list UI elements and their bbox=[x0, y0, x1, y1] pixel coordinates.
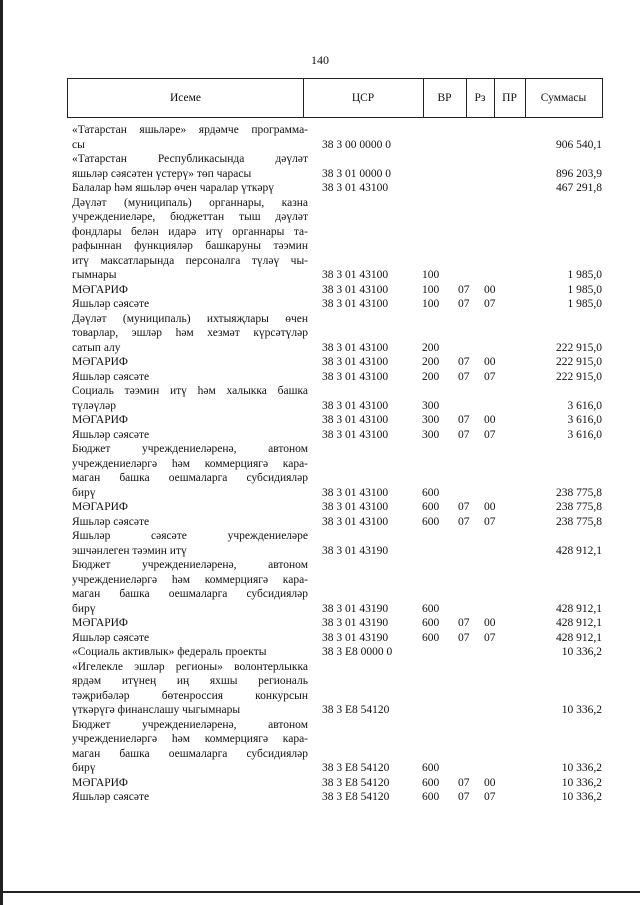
row-pr: 00 bbox=[484, 776, 496, 789]
description-line: Яшьләр сәясәте bbox=[72, 515, 150, 528]
row-csr: 38 3 E8 54120 bbox=[322, 776, 390, 789]
header-name: Исеме bbox=[68, 79, 304, 117]
header-pr: ПР bbox=[494, 79, 526, 117]
table-row bbox=[72, 515, 602, 530]
description-line: түләүләр bbox=[72, 399, 116, 412]
table-row bbox=[72, 776, 602, 791]
row-rz: 07 bbox=[458, 791, 470, 803]
row-vr: 600 bbox=[422, 602, 440, 615]
row-pr: 07 bbox=[484, 515, 496, 528]
row-sum: 1 985,0 bbox=[567, 298, 602, 310]
description-line: тәҗрибәләр бөтенроссия конкурсын bbox=[72, 689, 308, 702]
table-row bbox=[72, 631, 602, 646]
row-vr: 100 bbox=[422, 283, 440, 296]
table-row bbox=[72, 297, 602, 312]
row-sum: 10 336,2 bbox=[561, 762, 602, 774]
description-line: товарлар, эшләр һәм хезмәт күрсәтүләр bbox=[72, 327, 308, 339]
row-vr: 300 bbox=[422, 428, 440, 441]
description-line: учреждениеләргә һәм коммерциягә кара- bbox=[72, 733, 308, 745]
table-row bbox=[72, 442, 602, 500]
row-rz: 07 bbox=[458, 370, 470, 383]
row-pr: 00 bbox=[484, 356, 496, 368]
row-csr: 38 3 01 43100 bbox=[322, 283, 389, 296]
row-description bbox=[72, 196, 308, 283]
row-csr: 38 3 01 43100 bbox=[322, 298, 389, 310]
row-vr: 600 bbox=[422, 791, 440, 803]
table-row bbox=[72, 660, 602, 718]
row-csr: 38 3 01 43100 bbox=[322, 501, 389, 513]
row-pr: 00 bbox=[484, 617, 496, 629]
description-line: учреждениеләргә һәм коммерциягә кара- bbox=[72, 573, 308, 586]
row-description bbox=[72, 776, 308, 791]
description-line: рафыннан функцияләр башкаруны тәэмин bbox=[72, 240, 308, 252]
row-sum: 428 912,1 bbox=[556, 544, 602, 557]
row-pr: 07 bbox=[484, 370, 496, 383]
row-description bbox=[72, 181, 308, 196]
description-line: МӘГАРИФ bbox=[72, 283, 129, 296]
row-sum: 428 912,1 bbox=[556, 631, 602, 644]
description-line: Яшьләр сәясәте bbox=[72, 791, 150, 803]
table-row bbox=[72, 123, 602, 152]
description-line: МӘГАРИФ bbox=[72, 617, 129, 629]
description-line: «Социаль активлык» федераль проекты bbox=[72, 646, 267, 658]
table-row bbox=[72, 718, 602, 776]
row-sum: 10 336,2 bbox=[561, 704, 602, 716]
table-row bbox=[72, 428, 602, 443]
row-sum: 222 915,0 bbox=[556, 356, 602, 368]
row-vr: 100 bbox=[422, 298, 440, 310]
table-row bbox=[72, 181, 602, 196]
row-vr: 600 bbox=[422, 501, 440, 513]
description-line: маган башка оешмаларга субсидияләр bbox=[72, 588, 308, 600]
row-sum: 3 616,0 bbox=[567, 428, 602, 441]
row-csr: 38 3 01 43100 bbox=[322, 414, 389, 426]
table-row bbox=[72, 413, 602, 428]
description-line: Дәүләт (муниципаль) ихтыяҗлары өчен bbox=[72, 312, 308, 325]
row-description bbox=[72, 297, 308, 312]
description-line: маган башка оешмаларга субсидияләр bbox=[72, 472, 308, 484]
description-line: Яшьләр сәясәте bbox=[72, 631, 150, 644]
description-line: учреждениеләре, бюджеттан тыш дәүләт bbox=[72, 211, 308, 223]
row-sum: 906 540,1 bbox=[556, 138, 602, 151]
row-pr: 00 bbox=[484, 283, 496, 296]
description-line: МӘГАРИФ bbox=[72, 776, 129, 789]
description-line: Социаль тәэмин итү һәм халыкка башка bbox=[72, 385, 308, 397]
row-csr: 38 3 E8 54120 bbox=[322, 704, 390, 716]
table-row bbox=[72, 152, 602, 181]
description-line: Балалар һәм яшьләр өчен чаралар үткәрү bbox=[72, 182, 275, 194]
row-vr: 600 bbox=[422, 762, 440, 774]
description-line: учреждениеләргә һәм коммерциягә кара- bbox=[72, 457, 308, 470]
description-line: сы bbox=[72, 138, 85, 151]
row-csr: 38 3 01 43190 bbox=[322, 602, 389, 615]
row-description bbox=[72, 152, 308, 181]
description-line: Бюджет учреждениеләренә, автоном bbox=[72, 443, 308, 455]
row-csr: 38 3 01 43100 bbox=[322, 182, 389, 194]
row-rz: 07 bbox=[458, 356, 470, 368]
description-line: Яшьләр сәясәте учреждениеләре bbox=[72, 530, 308, 542]
row-sum: 10 336,2 bbox=[561, 776, 602, 789]
row-rz: 07 bbox=[458, 631, 470, 644]
scan-bottom-edge bbox=[0, 891, 640, 893]
description-line: бирү bbox=[72, 602, 96, 615]
description-line: МӘГАРИФ bbox=[72, 501, 129, 513]
description-line: Яшьләр сәясәте bbox=[72, 370, 150, 383]
description-line: Бюджет учреждениеләренә, автоном bbox=[72, 559, 308, 571]
scan-left-edge bbox=[0, 0, 3, 905]
header-sum: Суммасы bbox=[540, 92, 587, 104]
description-line: Бюджет учреждениеләренә, автоном bbox=[72, 718, 308, 731]
row-vr: 600 bbox=[422, 631, 440, 644]
row-vr: 300 bbox=[422, 399, 440, 412]
description-line: итү максатларында персоналга түләү чы- bbox=[72, 254, 308, 267]
row-description bbox=[72, 631, 308, 646]
row-description bbox=[72, 384, 308, 413]
description-line: бирү bbox=[72, 762, 96, 774]
table-row bbox=[72, 529, 602, 558]
row-rz: 07 bbox=[458, 617, 470, 629]
description-line: Яшьләр сәясәте bbox=[72, 298, 150, 310]
row-csr: 38 3 E8 54120 bbox=[322, 762, 390, 774]
row-vr: 600 bbox=[422, 617, 440, 629]
row-description bbox=[72, 790, 308, 805]
row-description bbox=[72, 718, 308, 776]
row-sum: 1 985,0 bbox=[567, 269, 602, 281]
row-csr: 38 3 E8 0000 0 bbox=[322, 646, 393, 658]
table-row bbox=[72, 196, 602, 283]
row-csr: 38 3 01 43100 bbox=[322, 399, 389, 412]
table-header bbox=[67, 78, 603, 118]
row-rz: 07 bbox=[458, 283, 470, 296]
row-vr: 600 bbox=[422, 515, 440, 528]
row-vr: 300 bbox=[422, 414, 440, 426]
row-pr: 00 bbox=[484, 414, 496, 426]
row-sum: 428 912,1 bbox=[556, 617, 602, 629]
description-line: үткәрүгә финанслашу чыгымнары bbox=[72, 704, 241, 716]
row-description bbox=[72, 660, 308, 718]
row-sum: 3 616,0 bbox=[567, 414, 602, 426]
row-vr: 200 bbox=[422, 370, 440, 383]
row-sum: 10 336,2 bbox=[561, 646, 602, 658]
row-pr: 07 bbox=[484, 428, 496, 441]
row-sum: 10 336,2 bbox=[561, 791, 602, 803]
description-line: маган башка оешмаларга субсидияләр bbox=[72, 747, 308, 760]
table-row bbox=[72, 790, 602, 805]
row-rz: 07 bbox=[458, 515, 470, 528]
row-rz: 07 bbox=[458, 501, 470, 513]
row-description bbox=[72, 500, 308, 515]
description-line: Яшьләр сәясәте bbox=[72, 428, 150, 441]
row-pr: 07 bbox=[484, 791, 496, 803]
description-line: яшьләр сәясәтен үстерү» төп чарасы bbox=[72, 167, 252, 180]
row-csr: 38 3 01 43100 bbox=[322, 486, 389, 499]
row-sum: 222 915,0 bbox=[556, 370, 602, 383]
row-csr: 38 3 00 0000 0 bbox=[322, 138, 391, 151]
description-line: ярдәм итүнең иң яхшы региональ bbox=[72, 675, 308, 687]
row-description bbox=[72, 312, 308, 356]
description-line: эшчәнлеген тәэмин итү bbox=[72, 544, 187, 557]
description-line: МӘГАРИФ bbox=[72, 356, 129, 368]
description-line: Дәүләт (муниципаль) органнары, казна bbox=[72, 196, 308, 209]
table-body bbox=[72, 123, 602, 805]
row-csr: 38 3 01 43100 bbox=[322, 269, 389, 281]
table-row bbox=[72, 283, 602, 298]
row-description bbox=[72, 428, 308, 443]
row-pr: 07 bbox=[484, 631, 496, 644]
row-sum: 3 616,0 bbox=[567, 399, 602, 412]
table-row bbox=[72, 645, 602, 660]
table-row bbox=[72, 355, 602, 370]
description-line: «Татарстан яшьләре» ярдәмче программа- bbox=[72, 124, 308, 136]
row-csr: 38 3 E8 54120 bbox=[322, 791, 390, 803]
table-row bbox=[72, 384, 602, 413]
row-csr: 38 3 01 43100 bbox=[322, 356, 389, 368]
table-row bbox=[72, 312, 602, 356]
row-pr: 00 bbox=[484, 501, 496, 513]
row-sum: 896 203,9 bbox=[556, 167, 602, 180]
row-description bbox=[72, 283, 308, 298]
row-pr: 07 bbox=[484, 298, 496, 310]
row-csr: 38 3 01 0000 0 bbox=[322, 167, 391, 180]
row-csr: 38 3 01 43100 bbox=[322, 515, 389, 528]
row-sum: 1 985,0 bbox=[567, 283, 602, 296]
row-csr: 38 3 01 43190 bbox=[322, 617, 389, 629]
row-vr: 600 bbox=[422, 486, 440, 499]
row-rz: 07 bbox=[458, 776, 470, 789]
row-csr: 38 3 01 43100 bbox=[322, 428, 389, 441]
row-vr: 200 bbox=[422, 356, 440, 368]
table-row bbox=[72, 558, 602, 616]
row-rz: 07 bbox=[458, 428, 470, 441]
row-rz: 07 bbox=[458, 298, 470, 310]
row-sum: 467 291,8 bbox=[556, 182, 602, 194]
row-vr: 200 bbox=[422, 341, 440, 354]
description-line: «Татарстан Республикасында дәүләт bbox=[72, 153, 308, 165]
header-rz: Рз bbox=[466, 79, 495, 117]
row-description bbox=[72, 645, 308, 660]
row-vr: 100 bbox=[422, 269, 440, 281]
row-rz: 07 bbox=[458, 414, 470, 426]
table-row bbox=[72, 500, 602, 515]
row-csr: 38 3 01 43100 bbox=[322, 341, 389, 354]
table-row bbox=[72, 616, 602, 631]
table-row bbox=[72, 370, 602, 385]
description-line: «Игелекле эшләр регионы» волонтерлыкка bbox=[72, 660, 308, 673]
description-line: гымнары bbox=[72, 269, 117, 281]
row-vr: 600 bbox=[422, 776, 440, 789]
page-number: 140 bbox=[311, 53, 329, 67]
description-line: сатып алу bbox=[72, 341, 121, 354]
row-description bbox=[72, 558, 308, 616]
row-sum: 238 775,8 bbox=[556, 486, 602, 499]
row-description bbox=[72, 123, 308, 152]
row-description bbox=[72, 442, 308, 500]
row-description bbox=[72, 355, 308, 370]
header-vr: ВР bbox=[423, 79, 467, 117]
row-csr: 38 3 01 43190 bbox=[322, 544, 389, 557]
row-description bbox=[72, 413, 308, 428]
row-csr: 38 3 01 43100 bbox=[322, 370, 389, 383]
row-sum: 222 915,0 bbox=[556, 341, 602, 354]
row-description bbox=[72, 370, 308, 385]
row-sum: 238 775,8 bbox=[556, 515, 602, 528]
header-csr: ЦСР bbox=[303, 79, 424, 117]
description-line: МӘГАРИФ bbox=[72, 414, 129, 426]
row-sum: 238 775,8 bbox=[556, 501, 602, 513]
description-line: фондлары белән идарә итү органнары та- bbox=[72, 225, 308, 238]
row-description bbox=[72, 616, 308, 631]
row-description bbox=[72, 515, 308, 530]
row-csr: 38 3 01 43190 bbox=[322, 631, 389, 644]
row-sum: 428 912,1 bbox=[556, 602, 602, 615]
row-description bbox=[72, 529, 308, 558]
description-line: бирү bbox=[72, 486, 96, 499]
